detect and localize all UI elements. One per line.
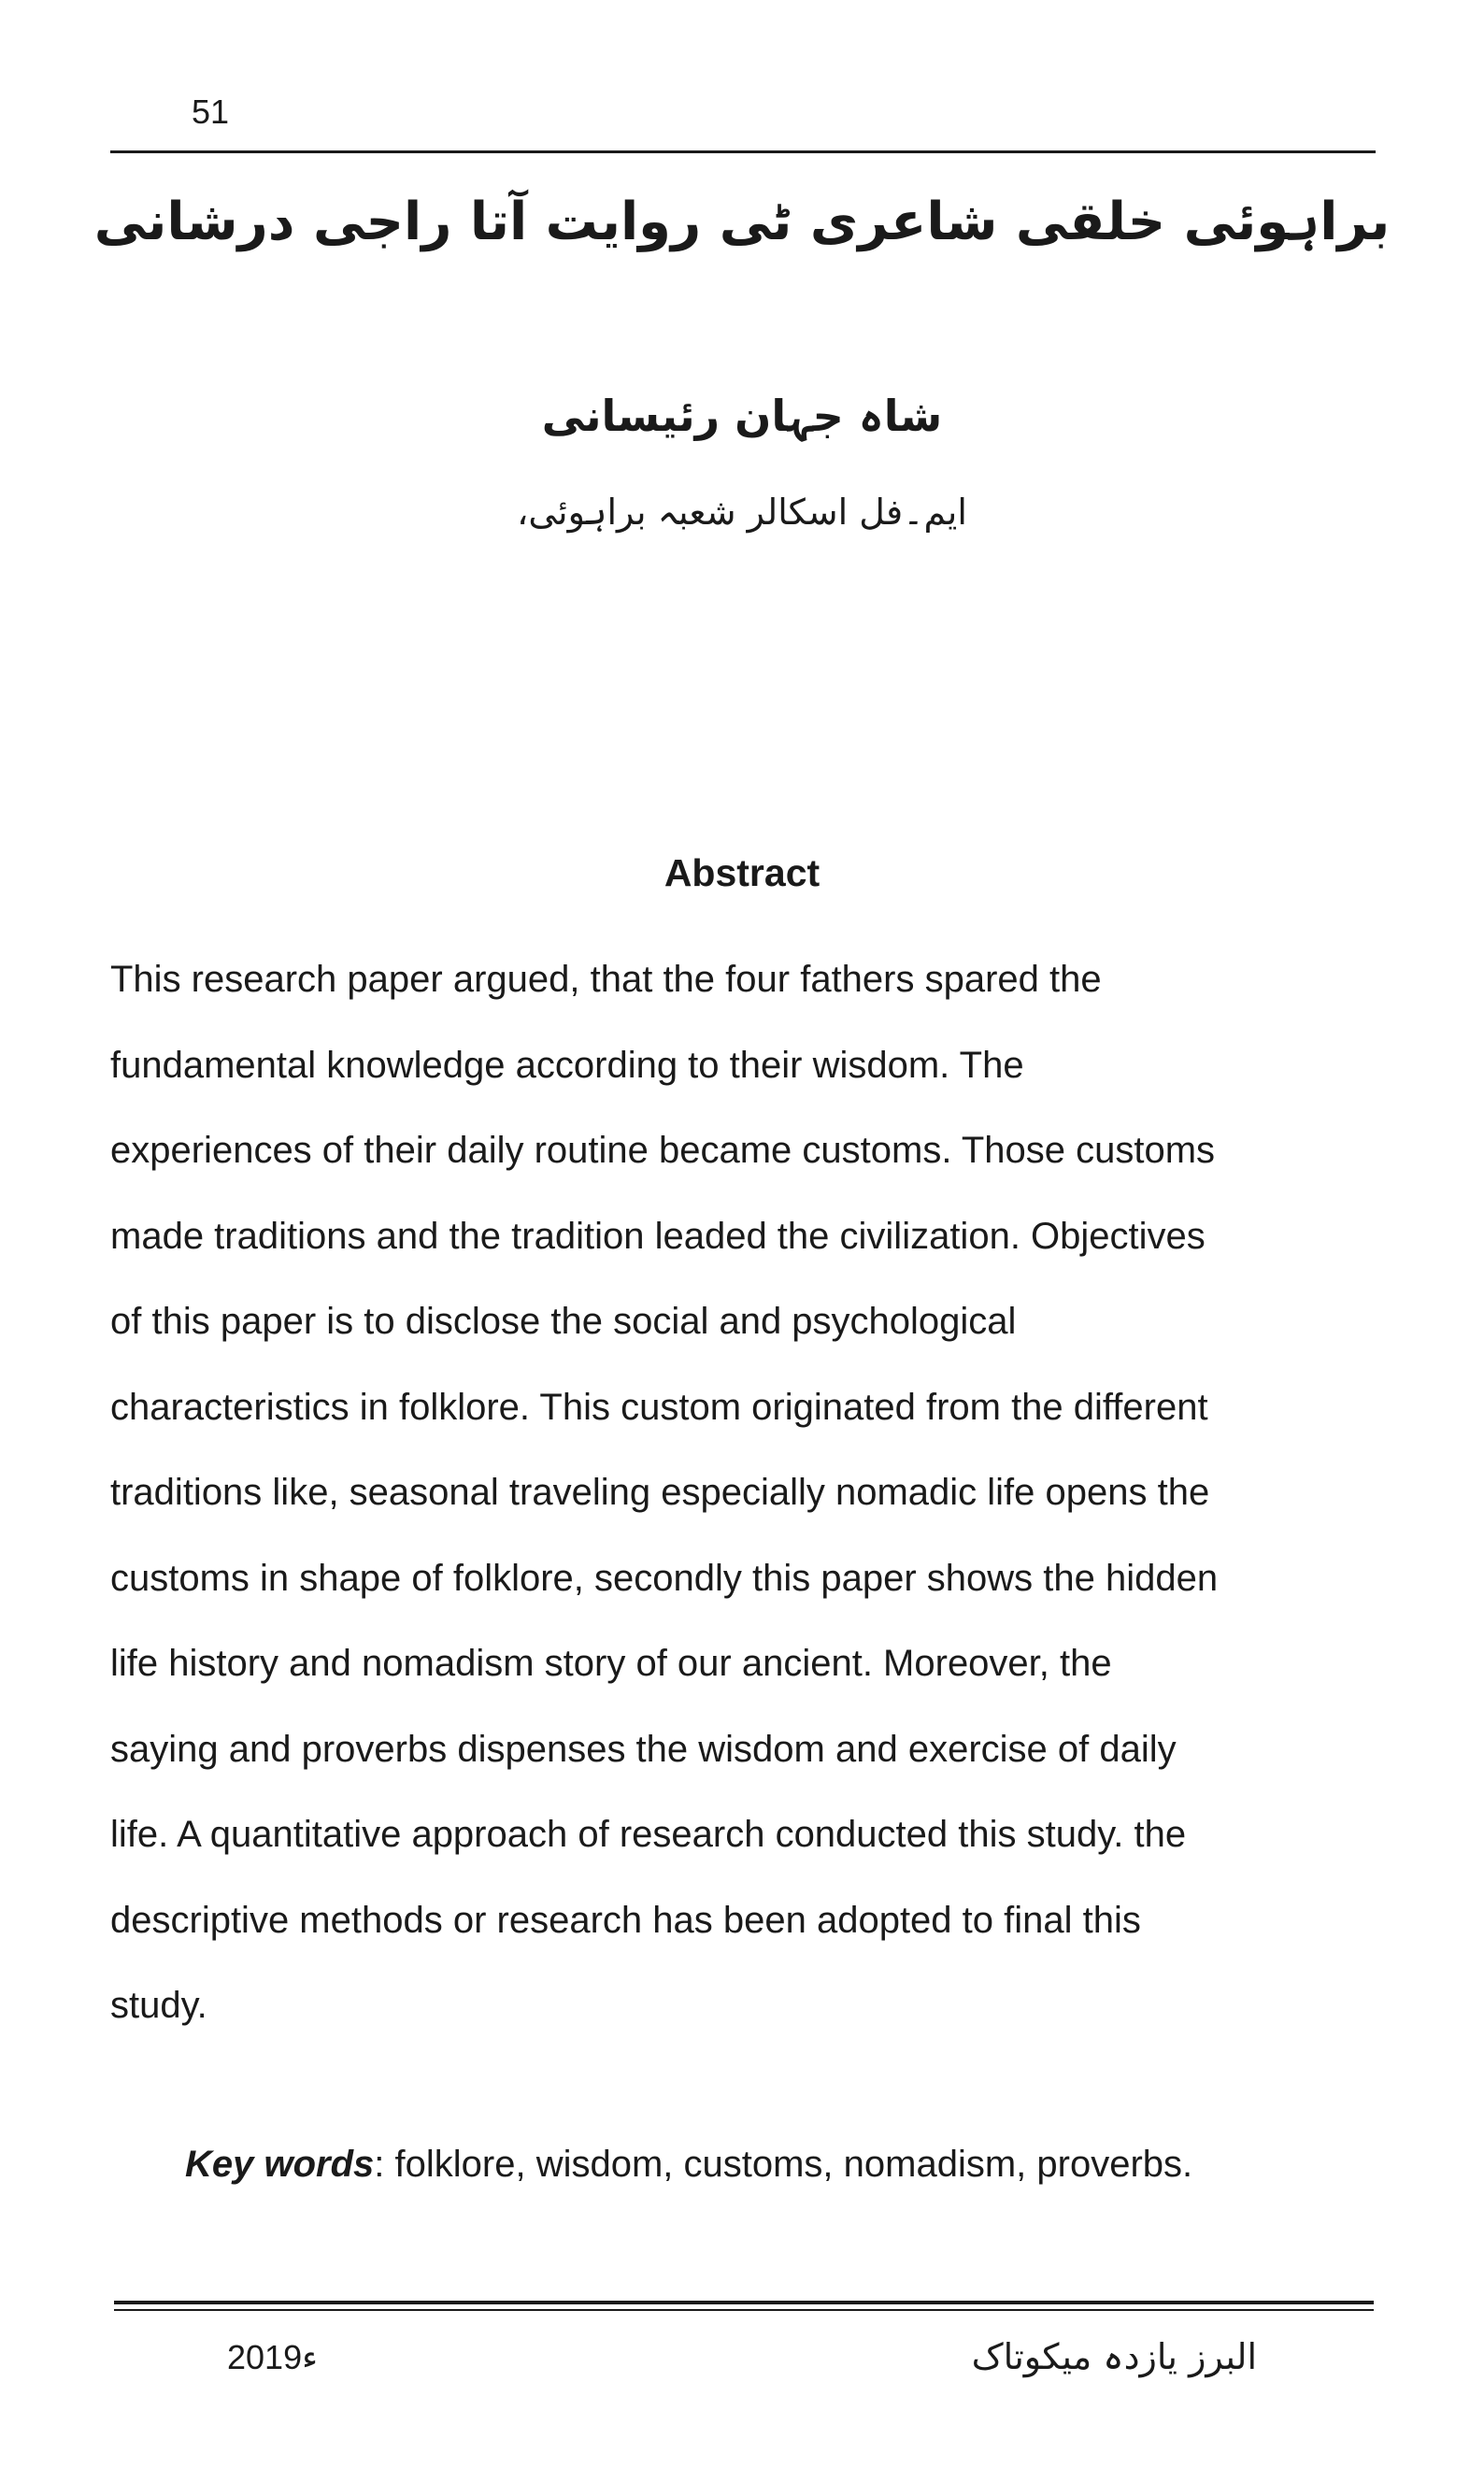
author-name: شاہ جہان رئیسانی xyxy=(541,391,943,441)
author-affiliation: ایم۔فل اسکالر شعبہ براہوئی، xyxy=(517,492,967,533)
abstract-heading: Abstract xyxy=(664,851,820,894)
abstract-line: customs in shape of folklore, secondly this paper shows the hidden xyxy=(110,1557,1219,1599)
abstract-line: traditions like, seasonal traveling especially nomadic life opens the xyxy=(110,1472,1210,1513)
abstract-line: saying and proverbs dispenses the wisdom and exercise of daily xyxy=(110,1728,1177,1770)
page-number: 51 xyxy=(192,93,230,131)
abstract-line: life. A quantitative approach of research conducted this study. the xyxy=(110,1814,1187,1855)
abstract-line: descriptive methods or research has been adopted to final this xyxy=(110,1899,1141,1941)
footer-rule-thin xyxy=(114,2309,1374,2311)
keywords-label: Key words xyxy=(185,2144,375,2185)
abstract-body xyxy=(110,937,1381,2049)
article-title: براہوئی خلقی شاعری ٹی روایت آتا راجی درشانی xyxy=(93,192,1391,252)
abstract-line: made traditions and the tradition leaded the civilization. Objectives xyxy=(110,1215,1206,1257)
footer-rule-thick xyxy=(114,2301,1374,2304)
abstract-line: of this paper is to disclose the social and psychological xyxy=(110,1301,1017,1342)
abstract-line: characteristics in folklore. This custom originated from the different xyxy=(110,1386,1208,1428)
abstract-line: life history and nomadism story of our ancient. Moreover, the xyxy=(110,1643,1112,1684)
abstract-line: fundamental knowledge according to their wisdom. The xyxy=(110,1044,1024,1086)
footer-journal-name: البرز یازدہ میکوتاک xyxy=(971,2336,1257,2377)
abstract-line: experiences of their daily routine became customs. Those customs xyxy=(110,1130,1216,1171)
footer-year: 2019ء xyxy=(227,2338,319,2376)
abstract-line: study. xyxy=(110,1985,207,2026)
header-rule xyxy=(110,150,1376,153)
keywords-text: : folklore, wisdom, customs, nomadism, proverbs. xyxy=(374,2144,1193,2185)
abstract-line: This research paper argued, that the four fathers spared the xyxy=(110,959,1102,1000)
keywords xyxy=(185,2141,1192,2188)
